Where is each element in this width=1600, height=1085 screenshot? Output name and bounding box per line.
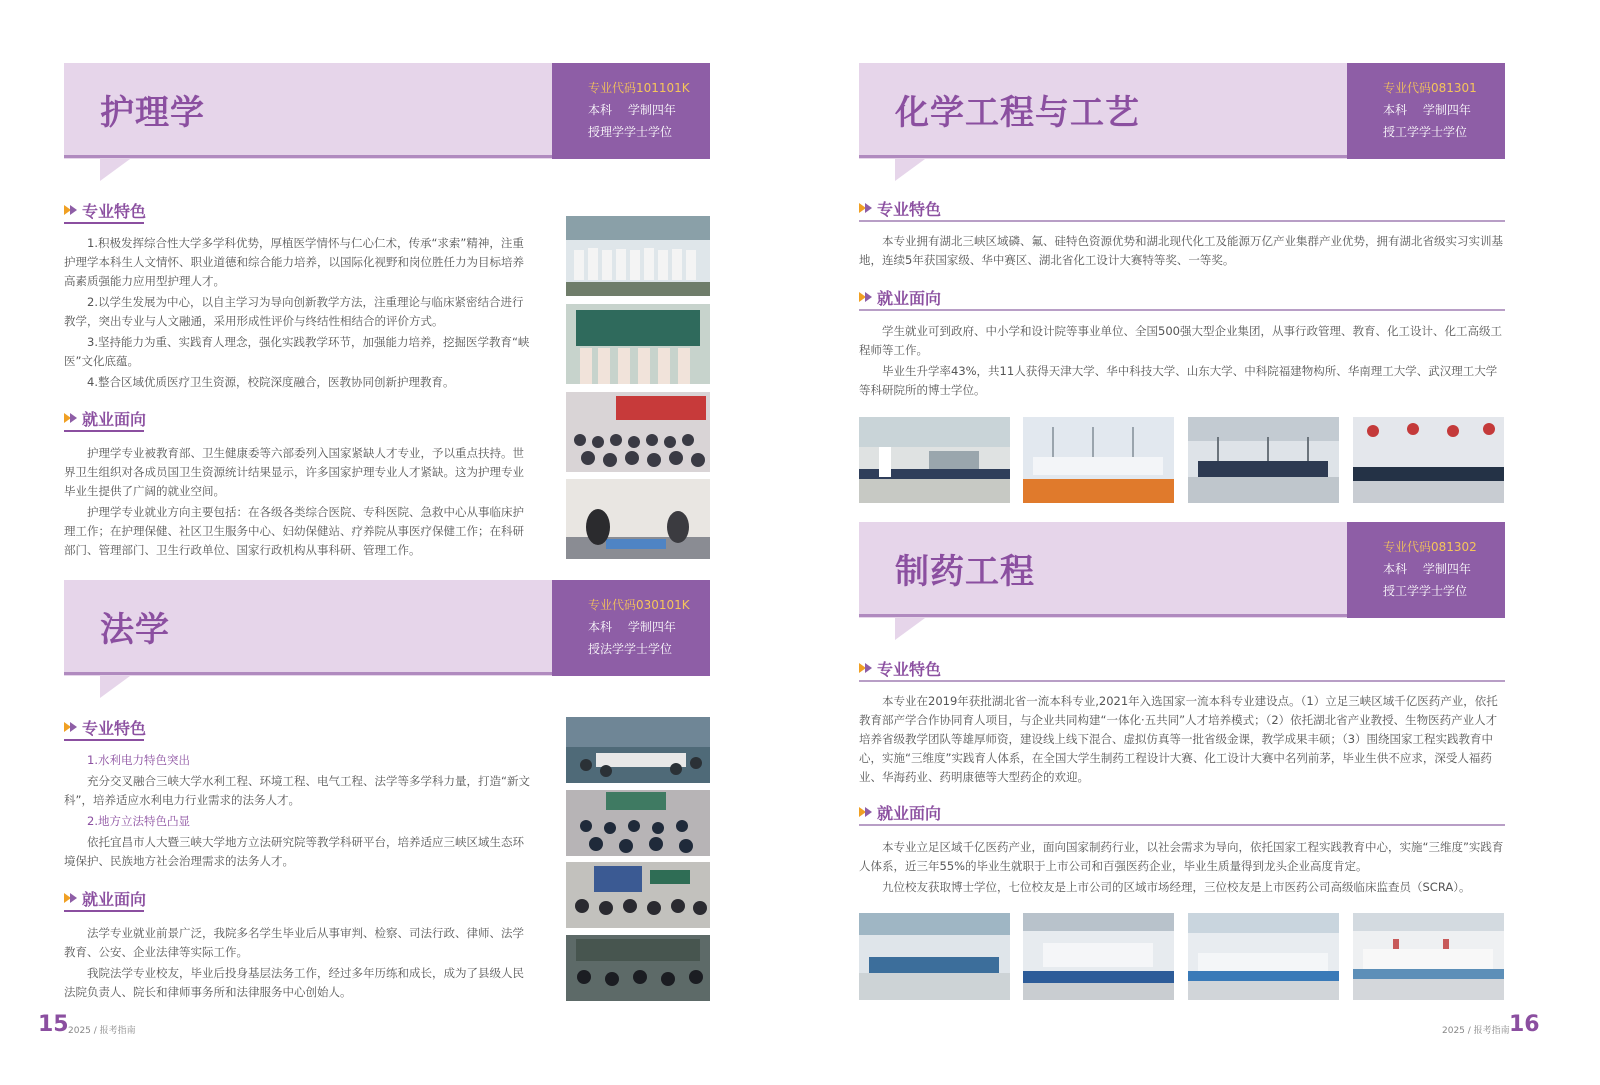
section-label: 专业特色	[877, 660, 942, 679]
photo-pharma-lab-4	[1353, 913, 1504, 1000]
section-header-employment	[64, 887, 530, 911]
major-level: 本科 学制四年	[588, 620, 676, 634]
paragraph: 学生就业可到政府、中小学和设计院等事业单位、全国500强大型企业集团，从事行政管理、教育、化工设计、化工高级工程师等工作。	[859, 324, 1502, 357]
photo-chem-lab-3	[1188, 417, 1339, 503]
paragraph: 充分交叉融合三峡大学水利工程、环境工程、电气工程、法学等多学科力量，打造“新文科”，培养适应水利电力行业需求的法务人才。	[64, 774, 530, 807]
section-label: 就业面向	[877, 804, 942, 823]
photo-chem-lab-2	[1023, 417, 1174, 503]
photo-chem-lab-1	[859, 417, 1010, 503]
section-header-features	[64, 199, 530, 223]
major-code: 专业代码081302	[1383, 540, 1477, 554]
major-code: 专业代码030101K	[588, 598, 690, 612]
major-info-box	[1347, 63, 1505, 159]
section-header-features	[859, 657, 1505, 681]
section-label: 专业特色	[82, 719, 147, 738]
photo-nursing-students	[566, 216, 710, 296]
chem-employment-text	[859, 322, 1505, 402]
major-level: 本科 学制四年	[1383, 562, 1471, 576]
paragraph: 2.以学生发展为中心，以自主学习为导向创新教学方法，注重理论与临床紧密结合进行教学，突出专业与人文融通，采用形成性评价与终结性相结合的评价方式。	[64, 295, 524, 328]
major-degree: 授法学学士学位	[588, 642, 673, 656]
arrow-icon	[859, 201, 873, 215]
major-degree: 授理学学士学位	[588, 125, 673, 139]
major-header-pharma	[859, 522, 1505, 618]
arrow-icon	[64, 720, 78, 734]
footer-text: 2025 / 报考指南	[68, 1026, 136, 1036]
photo-chem-lab-4	[1353, 417, 1504, 503]
callout-tail	[100, 676, 130, 698]
major-code: 专业代码101101K	[588, 81, 690, 95]
pharma-employment-text	[859, 838, 1505, 899]
major-degree: 授工学学士学位	[1383, 584, 1468, 598]
photo-law-exam	[566, 935, 710, 1001]
section-label: 专业特色	[82, 202, 147, 221]
major-info-box	[1347, 522, 1505, 618]
photo-lecture-hall	[566, 392, 710, 472]
law-features-text	[64, 751, 530, 873]
paragraph: 本专业拥有湖北三峡区域磷、氟、硅特色资源优势和湖北现代化工及能源万亿产业集群产业优势，拥有湖北省级实习实训基地，连续5年获国家级、华中赛区、湖北省化工设计大赛特等奖、一等奖。	[859, 234, 1503, 267]
major-info-box	[552, 580, 710, 676]
paragraph: 毕业生升学率43%，共11人获得天津大学、华中科技大学、山东大学、中科院福建物构所、华南理工大学、武汉理工大学等科研院所的博士学位。	[859, 364, 1498, 397]
arrow-icon	[859, 290, 873, 304]
photo-law-seminar	[566, 717, 710, 783]
section-label: 专业特色	[877, 200, 942, 219]
section-label: 就业面向	[82, 410, 147, 429]
nursing-features-text	[64, 234, 530, 394]
major-level: 本科 学制四年	[1383, 103, 1471, 117]
paragraph: 九位校友获取博士学位，七位校友是上市公司的区域市场经理，三位校友是上市医药公司高级临床监查员（SCRA）。	[882, 880, 1471, 894]
section-header-features	[859, 197, 1505, 221]
paragraph: 1.积极发挥综合性大学多学科优势，厚植医学情怀与仁心仁术，传承“求索”精神，注重护理学本科生人文情怀、职业道德和综合能力培养，以国际化视野和岗位胜任力为目标培养高素质强能力应用型护理人才。	[64, 236, 524, 288]
photo-law-lecture	[566, 862, 710, 928]
section-header-employment	[859, 286, 1505, 310]
arrow-icon	[64, 203, 78, 217]
subheading: 1.水利电力特色突出	[87, 753, 190, 767]
callout-tail	[895, 159, 925, 181]
arrow-icon	[859, 661, 873, 675]
paragraph: 4.整合区域优质医疗卫生资源，校院深度融合，医教协同创新护理教育。	[87, 375, 455, 389]
photo-law-classroom	[566, 790, 710, 856]
paragraph: 法学专业就业前景广泛，我院多名学生毕业后从事审判、检察、司法行政、律师、法学教育、公安、企业法律等实际工作。	[64, 926, 524, 959]
photo-pharma-lab-2	[1023, 913, 1174, 1000]
major-title: 制药工程	[895, 552, 1035, 592]
paragraph: 本专业立足区域千亿医药产业，面向国家制药行业，以社会需求为导向，依托国家工程实践教育中心，实施“三维度”实践育人体系，近三年55%的毕业生就职于上市公司和百强医药企业，毕业生质量得到龙头企业高度肯定。	[859, 840, 1504, 873]
major-title: 护理学	[100, 93, 205, 133]
photo-cpr-training	[566, 479, 710, 559]
major-header-chem	[859, 63, 1505, 159]
law-employment-text	[64, 924, 530, 1004]
major-title: 法学	[100, 610, 170, 650]
section-label: 就业面向	[877, 289, 942, 308]
photo-pharma-lab-1	[859, 913, 1010, 1000]
callout-tail	[895, 618, 925, 640]
section-header-employment	[64, 407, 530, 431]
section-label: 就业面向	[82, 890, 147, 909]
pharma-features-text	[859, 692, 1505, 789]
arrow-icon	[64, 891, 78, 905]
chem-features-text	[859, 232, 1505, 272]
paragraph: 本专业在2019年获批湖北省一流本科专业,2021年入选国家一流本科专业建设点。（1）立足三峡区域千亿医药产业，依托教育部产学合作协同育人项目，与企业共同构建“一体化·五共同”人才培养模式；（2）依托湖北省产业教授、生物医药产业人才培养省级教学团队等雄厚师资，建设线上线下混合、虚拟仿真等一批省级金课，教学成果丰硕；（3）围绕国家工程实践教育中心，实施“三维度”实践育人体系，在全国大学生制药工程设计大赛、化工设计大赛中名列前茅，毕业生供不应求，深受人福药业、华海药业、药明康德等大型药企的欢迎。	[859, 694, 1498, 784]
major-degree: 授工学学士学位	[1383, 125, 1468, 139]
section-header-employment	[859, 801, 1505, 825]
callout-tail	[100, 159, 130, 181]
paragraph: 护理学专业被教育部、卫生健康委等六部委列入国家紧缺人才专业，予以重点扶持。世界卫生组织对各成员国卫生资源统计结果显示，许多国家护理专业人才紧缺。这为护理专业毕业生提供了广阔的就业空间。	[64, 446, 524, 498]
major-header-law	[64, 580, 710, 676]
subheading: 2.地方立法特色凸显	[87, 814, 190, 828]
paragraph: 我院法学专业校友，毕业后投身基层法务工作，经过多年历练和成长，成为了县级人民法院负责人、院长和律师事务所和法律服务中心创始人。	[64, 966, 524, 999]
paragraph: 依托宜昌市人大暨三峡大学地方立法研究院等教学科研平台，培养适应三峡区域生态环境保护、民族地方社会治理需求的法务人才。	[64, 835, 524, 868]
paragraph: 护理学专业就业方向主要包括：在各级各类综合医院、专科医院、急救中心从事临床护理工作；在护理保健、社区卫生服务中心、妇幼保健站、疗养院从事医疗保健工作；在科研部门、管理部门、卫生行政单位、国家行政机构从事科研、管理工作。	[64, 505, 524, 557]
major-title: 化学工程与工艺	[895, 93, 1140, 133]
major-level: 本科 学制四年	[588, 103, 676, 117]
arrow-icon	[859, 805, 873, 819]
photo-pharma-lab-3	[1188, 913, 1339, 1000]
section-header-features	[64, 716, 530, 740]
photo-award-ceremony	[566, 304, 710, 384]
page-number: 16	[1509, 1012, 1540, 1037]
paragraph: 3.坚持能力为重、实践育人理念，强化实践教学环节，加强能力培养，挖掘医学教育“峡医”文化底蕴。	[64, 335, 530, 368]
arrow-icon	[64, 411, 78, 425]
footer-text: 2025 / 报考指南	[1442, 1026, 1510, 1036]
major-code: 专业代码081301	[1383, 81, 1477, 95]
major-info-box	[552, 63, 710, 159]
major-header-nursing	[64, 63, 710, 159]
nursing-employment-text	[64, 444, 530, 562]
page-number: 15	[38, 1012, 69, 1037]
